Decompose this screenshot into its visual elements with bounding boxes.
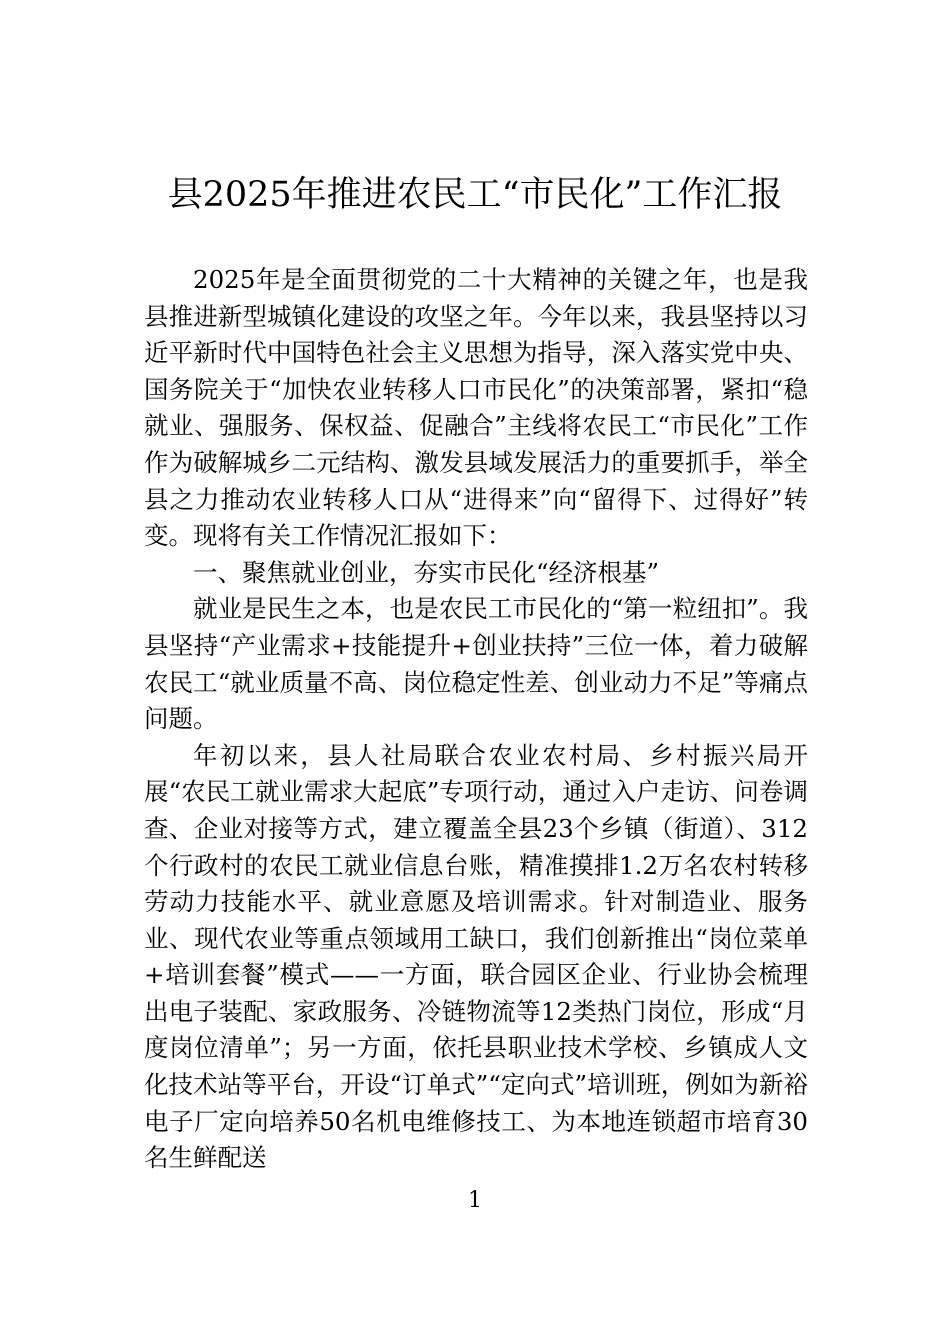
document-title: 县2025年推进农民工“市民化”工作汇报 — [167, 175, 783, 215]
section-heading-1: 一、聚焦就业创业，夯实市民化“经济根基” — [193, 557, 660, 587]
document-body — [144, 262, 808, 1177]
body-paragraph-1: 就业是民生之本，也是农民工市民化的“第一粒纽扣”。我县坚持“产业需求+技能提升+创业扶持”三位一体，着力破解农民工“就业质量不高、岗位稳定性差、创业动力不足”等痛点问题。 — [144, 594, 808, 734]
intro-paragraph: 2025年是全面贯彻党的二十大精神的关键之年，也是我县推进新型城镇化建设的攻坚之年。今年以来，我县坚持以习近平新时代中国特色社会主义思想为指导，深入落实党中央、国务院关于“加快农业转移人口市民化”的决策部署，紧扣“稳就业、强服务、保权益、促融合”主线将农民工“市民化”工作作为破解城乡二元结构、激发县域发展活力的重要抓手，举全县之力推动农业转移人口从“进得来”向“留得下、过得好”转变。现将有关工作情况汇报如下： — [144, 265, 808, 551]
body-paragraph-2: 年初以来，县人社局联合农业农村局、乡村振兴局开展“农民工就业需求大起底”专项行动，通过入户走访、问卷调查、企业对接等方式，建立覆盖全县23个乡镇（街道）、312个行政村的农民工就业信息台账，精准摸排1.2万名农村转移劳动力技能水平、就业意愿及培训需求。针对制造业、服务业、现代农业等重点领域用工缺口，我们创新推出“岗位菜单+培训套餐”模式——一方面，联合园区企业、行业协会梳理出电子装配、家政服务、冷链物流等12类热门岗位，形成“月度岗位清单”；另一方面，依托县职业技术学校、乡镇成人文化技术站等平台，开设“订单式”“定向式”培训班，例如为新裕电子厂定向培养50名机电维修技工、为本地连锁超市培育30名生鲜配送 — [144, 740, 808, 1173]
page-number: 1 — [468, 1188, 482, 1213]
